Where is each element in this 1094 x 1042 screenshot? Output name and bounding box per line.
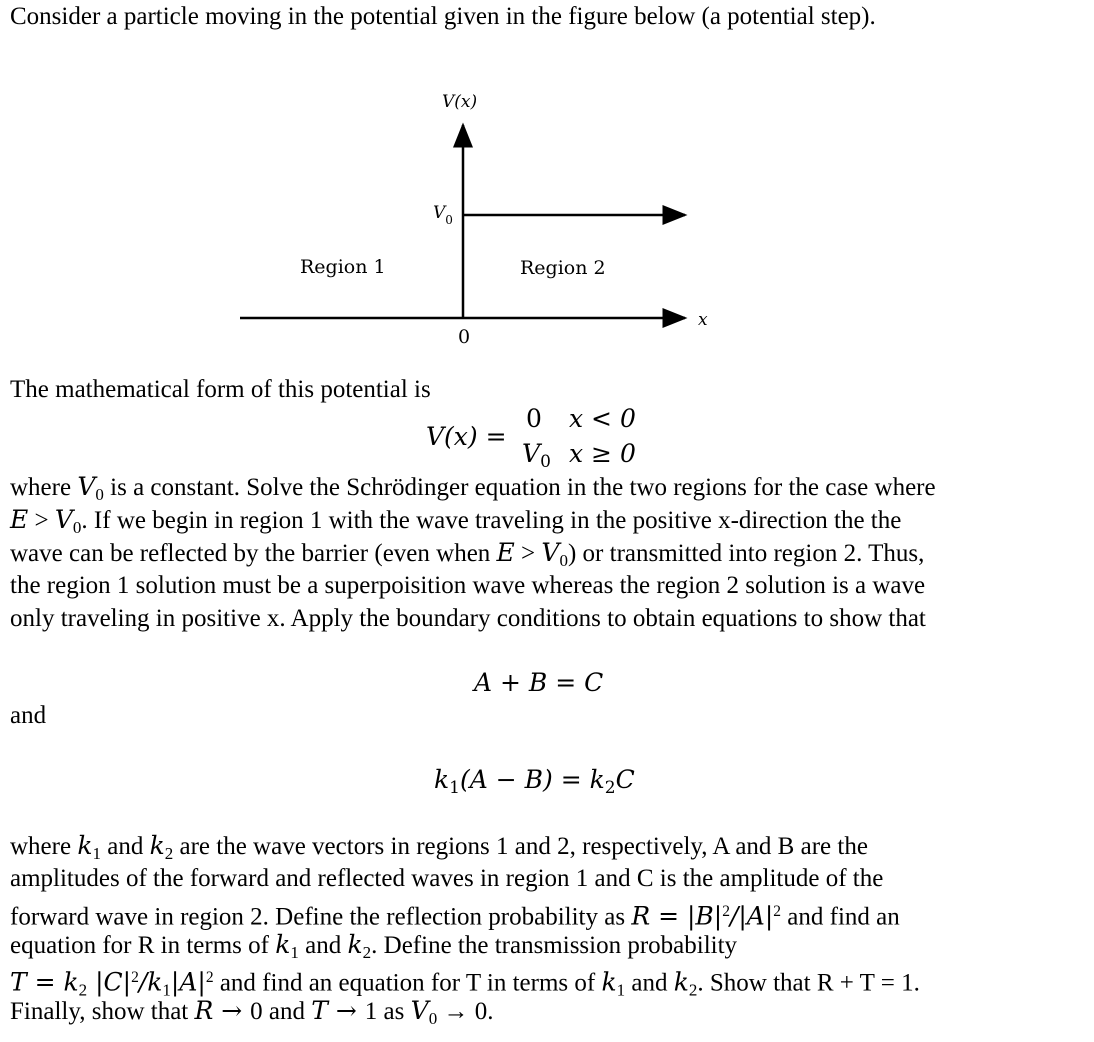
para1-line1: where $V_0$ is a constant. Solve the Schrödinger equation in the two regions for the case where <box>10 472 936 505</box>
case2-value: $V_0$ <box>522 439 551 473</box>
para2-line6: Finally, show that R → 0 and T → 1 as $V_0 \to 0$. <box>10 996 494 1029</box>
math-form-text: The mathematical form of this potential is <box>10 376 431 403</box>
para1-line4: the region 1 solution must be a superpoisition wave whereas the region 2 solution is a wave <box>10 572 926 599</box>
y-axis-label: V(x) <box>442 92 478 112</box>
case2-condition: x ≥ 0 <box>569 439 636 468</box>
and-text: and <box>10 702 47 729</box>
origin-label: 0 <box>458 326 471 348</box>
potential-step-figure <box>230 85 730 355</box>
region-1-label: Region 1 <box>300 256 386 278</box>
v0-label: $V_0$ <box>433 203 453 227</box>
case1-value: 0 <box>526 404 542 433</box>
equation-1: A + B = C <box>474 668 604 697</box>
case1-condition: x < 0 <box>569 404 636 433</box>
para2-line4: equation for R in terms of $k_1$ and $k_2$. Define the transmission probability <box>10 930 738 963</box>
para2-line3: forward wave in region 2. Define the reflection probability as $R = |B|^2/|A|^2$ and find an <box>10 901 900 931</box>
potential-lhs: V(x) = <box>426 422 507 451</box>
para2-line2: amplitudes of the forward and reflected waves in region 1 and C is the amplitude of the <box>10 865 884 892</box>
para2-line5: $T = k_2$ $|C|^2/k_1|A|^2$ and find an equation for T in terms of $k_1$ and $k_2$. Show that R + T = 1. <box>10 967 920 1000</box>
equation-2: $k_1(A - B) = k_2C$ <box>434 765 635 799</box>
para2-line1: where $k_1$ and $k_2$ are the wave vectors in regions 1 and 2, respectively, A and B are the <box>10 831 868 864</box>
region-2-label: Region 2 <box>520 257 606 279</box>
intro-text: Consider a particle moving in the potential given in the figure below (a potential step). <box>10 3 876 30</box>
para1-line2: $E > V_0$. If we begin in region 1 with the wave traveling in the positive x-direction the the <box>10 505 902 538</box>
para1-line5: only traveling in positive x. Apply the boundary conditions to obtain equations to show that <box>10 605 926 632</box>
para1-line3: wave can be reflected by the barrier (even when $E > V_0$) or transmitted into region 2. Thus, <box>10 538 925 571</box>
x-axis-label: x <box>698 310 708 330</box>
